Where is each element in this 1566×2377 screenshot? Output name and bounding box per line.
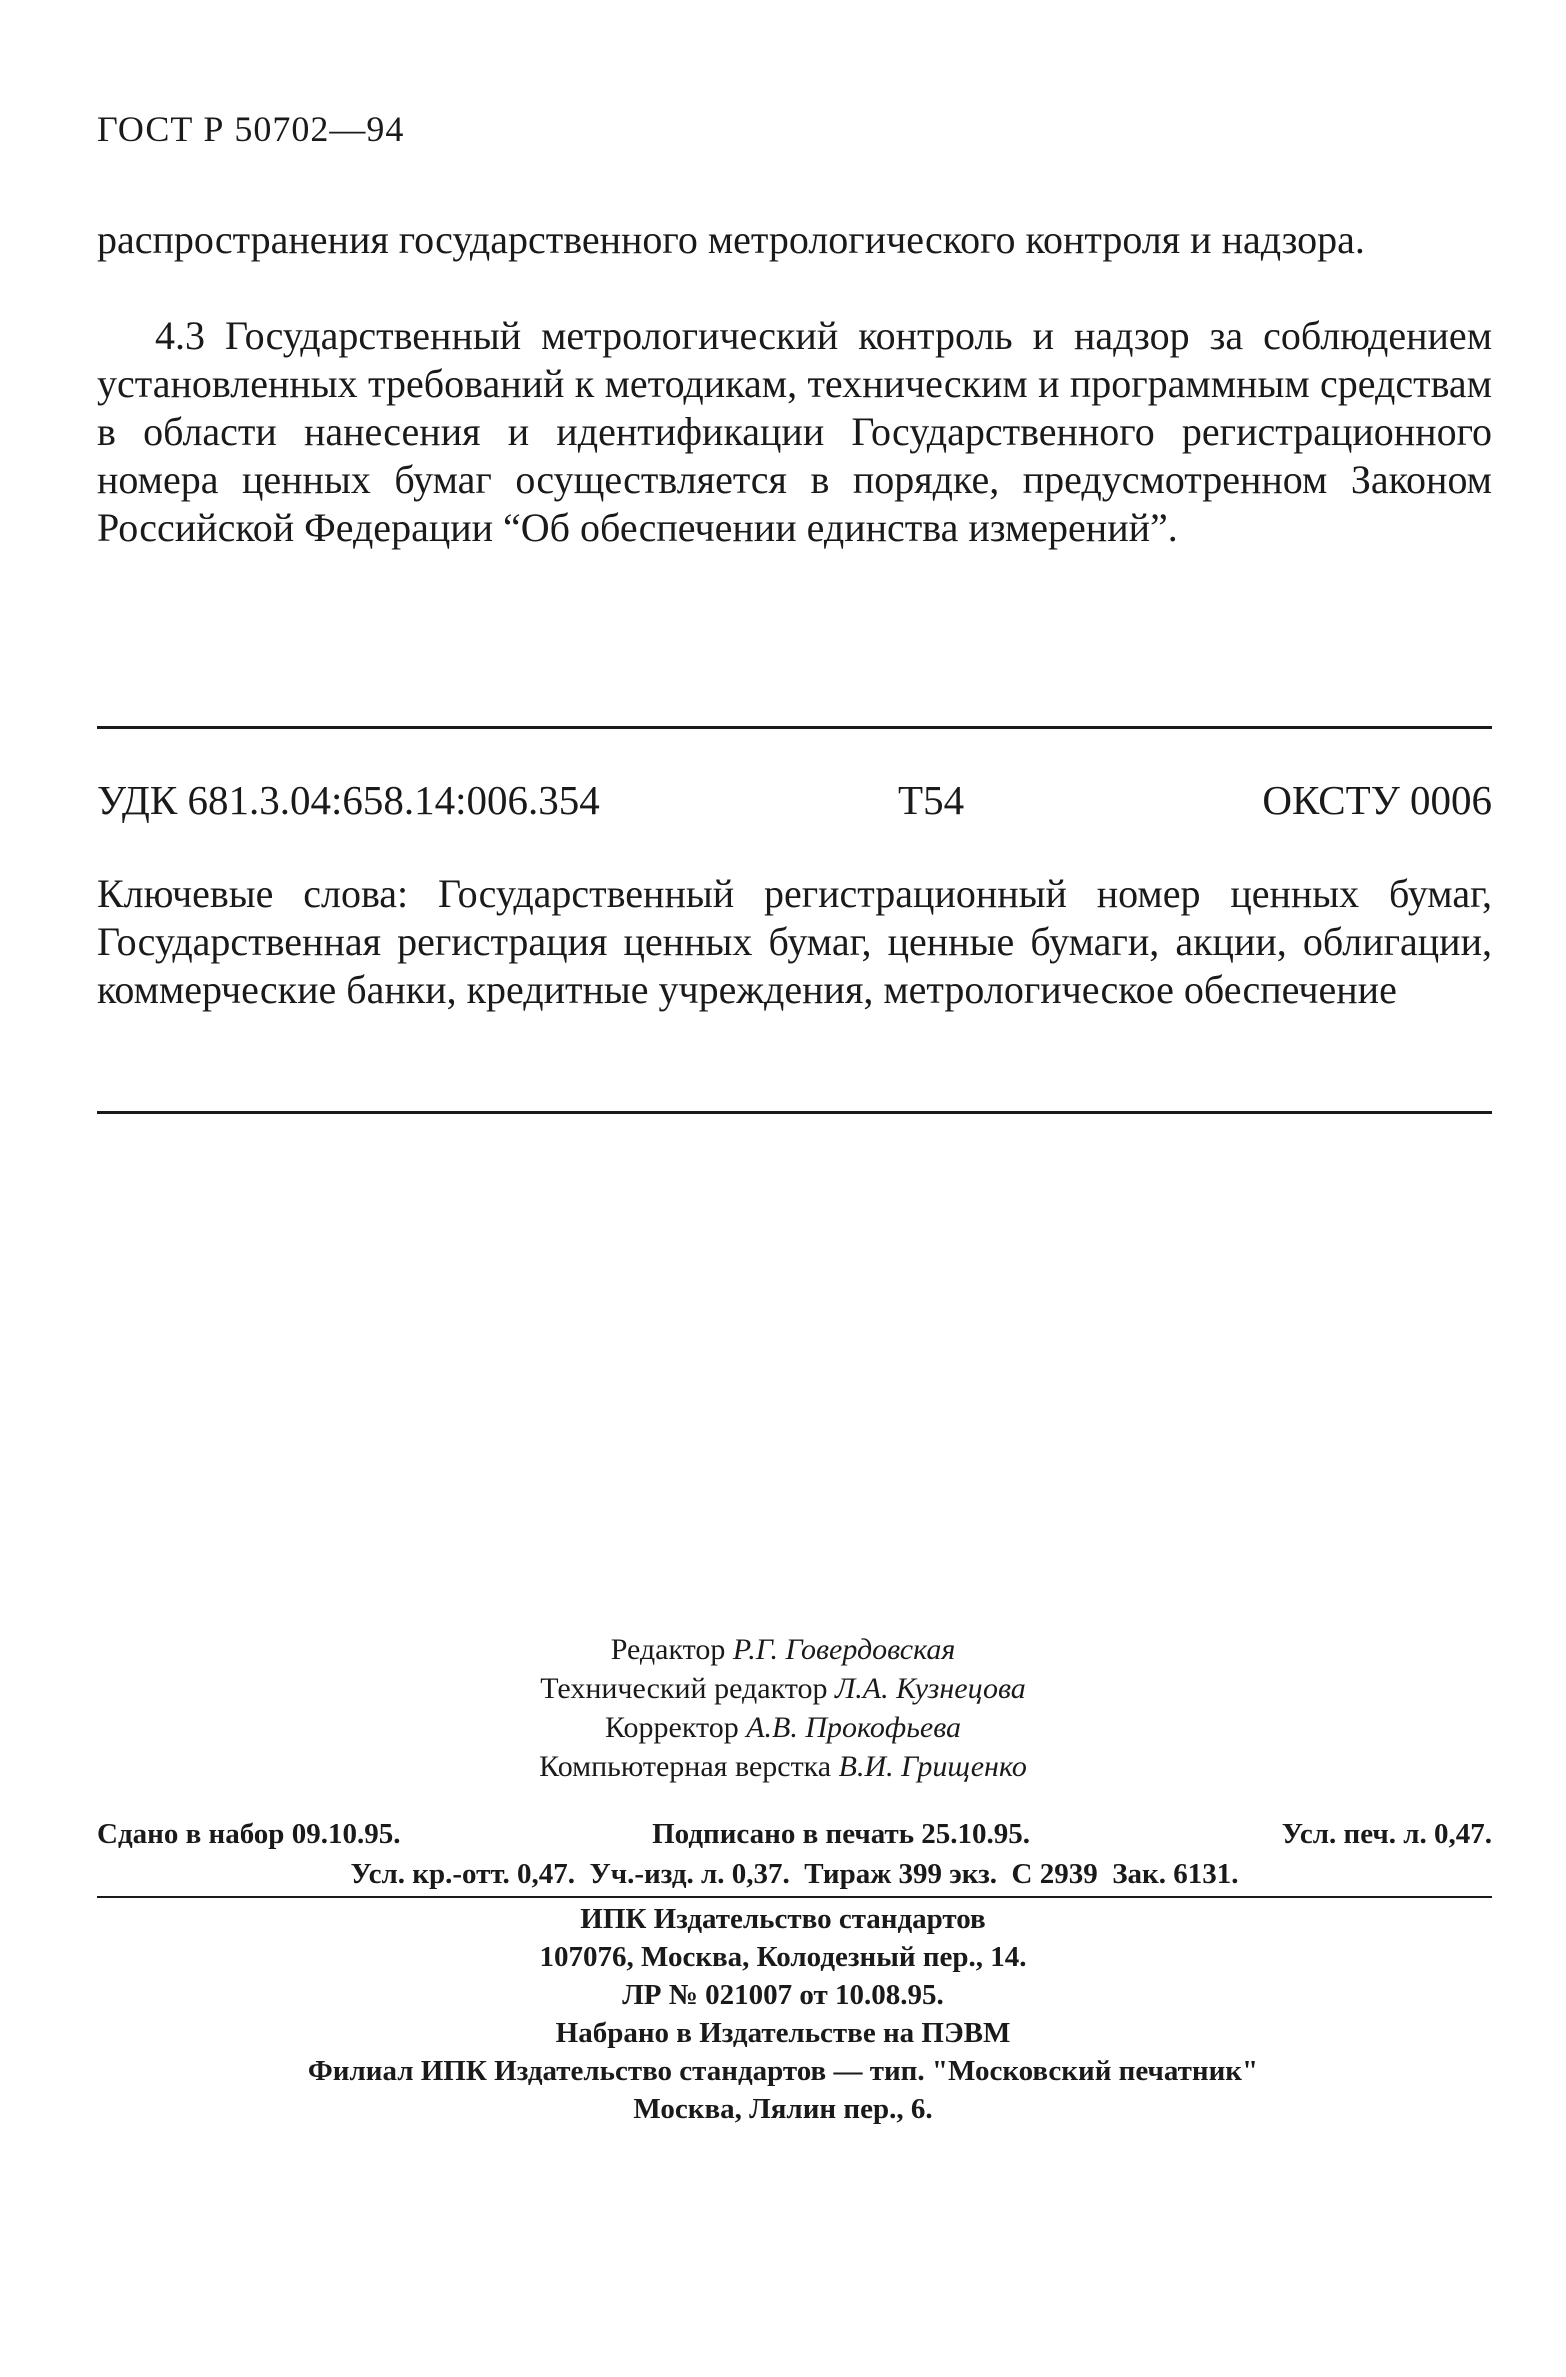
imprint-line: Набрано в Издательстве на ПЭВМ [555, 2017, 1011, 2049]
divider-bottom [97, 1896, 1492, 1898]
imprint-line: Филиал ИПК Издательство стандартов — тип. "Московский печатник" [307, 2055, 1259, 2087]
publishing-line-2: Усл. кр.-отт. 0,47. Уч.-изд. л. 0,37. Тираж 399 экз. С 2939 Зак. 6131. [350, 1858, 1239, 1890]
imprint-line: 107076, Москва, Колодезный пер., 14. [539, 1941, 1027, 1973]
classification-row [97, 776, 1492, 824]
body-paragraph-1: распространения государственного метрологического контроля и надзора. [97, 217, 1365, 262]
staff-line-tech-editor: Технический редактор Л.А. Кузнецова [540, 1672, 1026, 1705]
udk-code: УДК 681.3.04:658.14:006.354 [97, 777, 600, 823]
t-code: Т54 [898, 777, 965, 823]
publishing-line-1 [97, 1818, 1492, 1851]
publisher-imprint [0, 1900, 1566, 2128]
imprint-line: Москва, Лялин пер., 6. [633, 2093, 933, 2125]
signed-date: Подписано в печать 25.10.95. [652, 1818, 1031, 1850]
body-paragraph-2: 4.3 Государственный метрологический контроль и надзор за соблюдением установленных требований к методикам, техническим и программным средствам в области нанесения и идентификации Государственного регистрационного номера ценных бумаг осуществляется в порядке, предусмотренном Законом Российской Федерации “Об обеспечении единства измерений”. [97, 313, 1492, 550]
okstu-code: ОКСТУ 0006 [1262, 777, 1492, 823]
divider-middle [97, 1111, 1492, 1114]
staff-line-proofreader: Корректор А.В. Прокофьева [604, 1711, 962, 1744]
typeset-date: Сдано в набор 09.10.95. [97, 1818, 401, 1850]
staff-line-editor: Редактор Р.Г. Говердовская [610, 1633, 956, 1666]
staff-line-layout: Компьютерная верстка В.И. Грищенко [539, 1750, 1027, 1783]
staff-credits [0, 1630, 1566, 1786]
imprint-line: ИПК Издательство стандартов [580, 1903, 986, 1935]
imprint-line: ЛР № 021007 от 10.08.95. [622, 1979, 944, 2011]
print-sheets: Усл. печ. л. 0,47. [1281, 1818, 1492, 1850]
keywords-paragraph: Ключевые слова: Государственный регистрационный номер ценных бумаг, Государственная регистрация ценных бумаг, ценные бумаги, акции, облигации, коммерческие банки, кредитные учреждения, метрологическое обеспечение [97, 871, 1492, 1012]
document-header: ГОСТ Р 50702—94 [97, 109, 405, 149]
divider-top [97, 726, 1492, 729]
